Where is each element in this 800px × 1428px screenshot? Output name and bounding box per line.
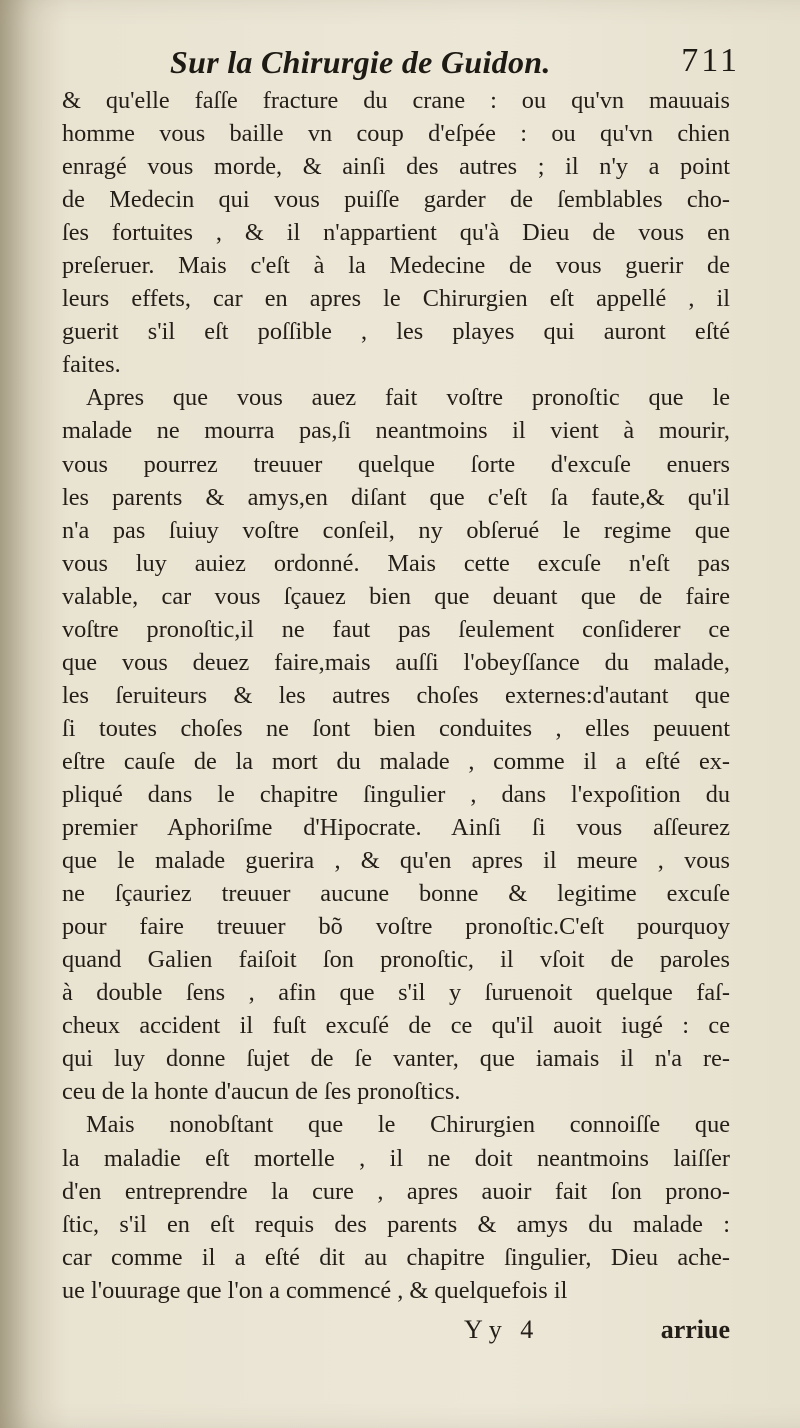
text-line: valable, car vous ſçauez bien que deuant que de faire [62,582,730,610]
page-number: 711 [681,42,740,79]
text-line: premier Aphoriſme d'Hipocrate. Ainſi ſi vous aſſeurez [62,814,730,842]
text-line: leurs effets, car en apres le Chirurgien eſt appellé , il [62,285,730,313]
text-line: n'a pas ſuiuy voſtre conſeil, ny obſerué le regime que [62,516,730,544]
text-line: à double ſens , afin que s'il y ſuruenoit quelque faſ- [62,979,730,1007]
text-line: ſes fortuites , & il n'appartient qu'à Dieu de vous en [62,219,730,247]
text-line: les ſeruiteurs & les autres choſes externes:d'autant que [62,681,730,709]
text-line: ceu de la honte d'aucun de ſes pronoſtics. [62,1078,461,1106]
text-line: faites. [62,351,121,379]
text-line: ne ſçauriez treuuer aucune bonne & legitime excuſe [62,880,730,908]
catchword: arriue [660,1315,730,1344]
text-line: que le malade guerira , & qu'en apres il meure , vous [62,847,730,875]
text-line: Apres que vous auez fait voſtre pronoſtic que le [86,384,730,412]
text-line: cheux accident il fuſt excuſé de ce qu'il auoit iugé : ce [62,1012,730,1040]
page-header [60,40,740,90]
body-text [62,84,730,1307]
text-line: de Medecin qui vous puiſſe garder de ſemblables cho- [62,186,730,214]
running-title: Sur la Chirurgie de Guidon. [170,44,551,80]
text-line: qui luy donne ſujet de ſe vanter, que iamais il n'a re- [62,1045,730,1073]
text-line: car comme il a eſté dit au chapitre ſingulier, Dieu ache- [62,1243,730,1271]
text-line: ſi toutes choſes ne ſont bien conduites , elles peuuent [62,714,730,742]
text-line: homme vous baille vn coup d'eſpée : ou qu'vn chien [62,120,730,148]
text-line: vous luy auiez ordonné. Mais cette excuſe n'eſt pas [62,549,730,577]
text-line: Mais nonobſtant que le Chirurgien connoiſſe que [86,1111,730,1139]
text-line: preſeruer. Mais c'eſt à la Medecine de vous guerir de [62,252,730,280]
text-line: guerit s'il eſt poſſible , les playes qui auront eſté [62,318,730,346]
text-line: ue l'ouurage que l'on a commencé , & quelquefois il [62,1276,568,1304]
text-line: d'en entreprendre la cure , apres auoir fait ſon prono- [62,1177,730,1205]
text-line: la maladie eſt mortelle , il ne doit neantmoins laiſſer [62,1144,730,1172]
text-line: pour faire treuuer bõ voſtre pronoſtic.C'eſt pourquoy [62,913,730,941]
page-footer [62,1315,730,1355]
text-line: enragé vous morde, & ainſi des autres ; il n'y a point [62,153,730,181]
paragraph-3 [62,1108,730,1306]
text-line: quand Galien faiſoit ſon pronoſtic, il vſoit de paroles [62,946,730,974]
text-line: voſtre pronoſtic,il ne faut pas ſeulement conſiderer ce [62,615,730,643]
text-line: malade ne mourra pas,ſi neantmoins il vient à mourir, [62,417,730,445]
paragraph-1 [62,84,730,381]
text-line: eſtre cauſe de la mort du malade , comme il a eſté ex- [62,747,730,775]
text-line: pliqué dans le chapitre ſingulier , dans l'expoſition du [62,780,730,808]
text-line: ſtic, s'il en eſt requis des parents & amys du malade : [62,1210,730,1238]
text-line: & qu'elle faſſe fracture du crane : ou qu'vn mauuais [62,87,730,114]
text-line: les parents & amys,en diſant que c'eſt ſa faute,& qu'il [62,483,730,511]
text-line: vous pourrez treuuer quelque ſorte d'excuſe enuers [62,450,730,478]
text-line: que vous deuez faire,mais auſſi l'obeyſſance du malade, [62,648,730,676]
signature-mark: Yy 4 [464,1315,540,1344]
paragraph-2 [62,381,730,1108]
